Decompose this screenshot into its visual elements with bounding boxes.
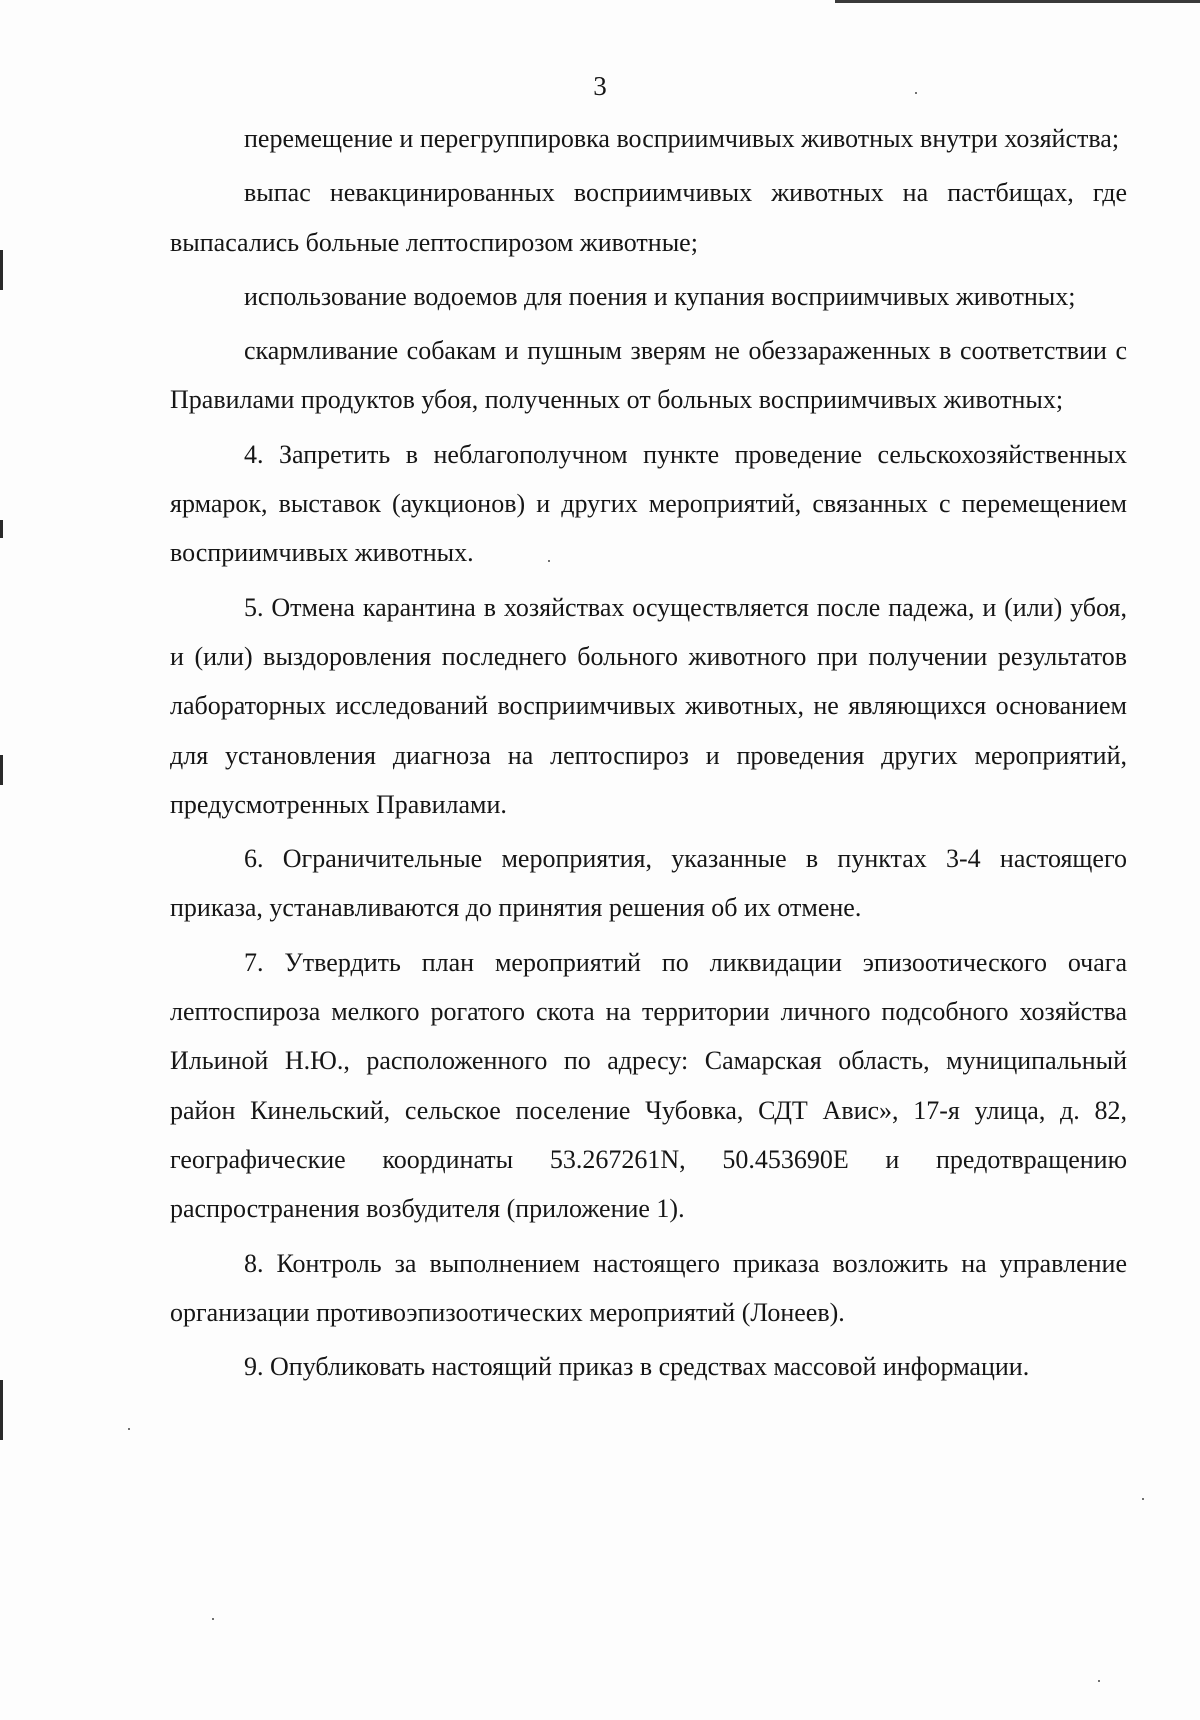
- paragraph-item-9: 9. Опубликовать настоящий приказ в средствах массовой информации.: [244, 1352, 1030, 1382]
- paragraph-item-5: 5. Отмена карантина в хозяйствах осуществляется после падежа, и (или) убоя, и (или) выздоровления последнего больного животного при получении результатов лабораторных исследований восприимчивых животных, не являющихся основанием для установления диагноза на лептоспироз и проведения других мероприятий, предусмотренных Правилами.: [170, 592, 1127, 819]
- page-number: 3: [593, 71, 607, 101]
- paragraph-item-7: 7. Утвердить план мероприятий по ликвидации эпизоотического очага лептоспироза мелкого рогатого скота на территории личного подсобного хозяйства Ильиной Н.Ю., расположенного по адресу: Самарская область, муниципальный район Кинельский, сельское поселение Чубовка, СДТ Авис», 17-я улица, д. 82, географические координаты 53.267261N, 50.453690E и предотвращению распространения возбудителя (приложение 1).: [170, 947, 1127, 1224]
- document-body: [170, 114, 1127, 1391]
- paragraph-grazing: выпас невакцинированных восприимчивых животных на пастбищах, где выпасались больные лептоспирозом животные;: [170, 178, 1127, 257]
- scan-left-edge-marks: [0, 0, 6, 1720]
- paragraph-item-4: 4. Запретить в неблагополучном пункте проведение сельскохозяйственных ярмарок, выставок (аукционов) и других мероприятий, связанных с перемещением восприимчивых животных.: [170, 439, 1127, 568]
- paragraph-water-use: использование водоемов для поения и купания восприимчивых животных;: [244, 281, 1076, 311]
- paragraph-item-8: 8. Контроль за выполнением настоящего приказа возложить на управление организации противоэпизоотических мероприятий (Лонеев).: [170, 1248, 1127, 1327]
- paragraph-item-6: 6. Ограничительные мероприятия, указанные в пунктах 3-4 настоящего приказа, устанавливаются до принятия решения об их отмене.: [170, 844, 1127, 923]
- paragraph-movement-regrouping: перемещение и перегруппировка восприимчивых животных внутри хозяйства;: [244, 124, 1120, 153]
- scan-top-edge-line: [835, 0, 1200, 3]
- paragraph-feeding: скармливание собакам и пушным зверям не обеззараженных в соответствии с Правилами продуктов убоя, полученных от больных восприимчивых животных;: [170, 336, 1127, 415]
